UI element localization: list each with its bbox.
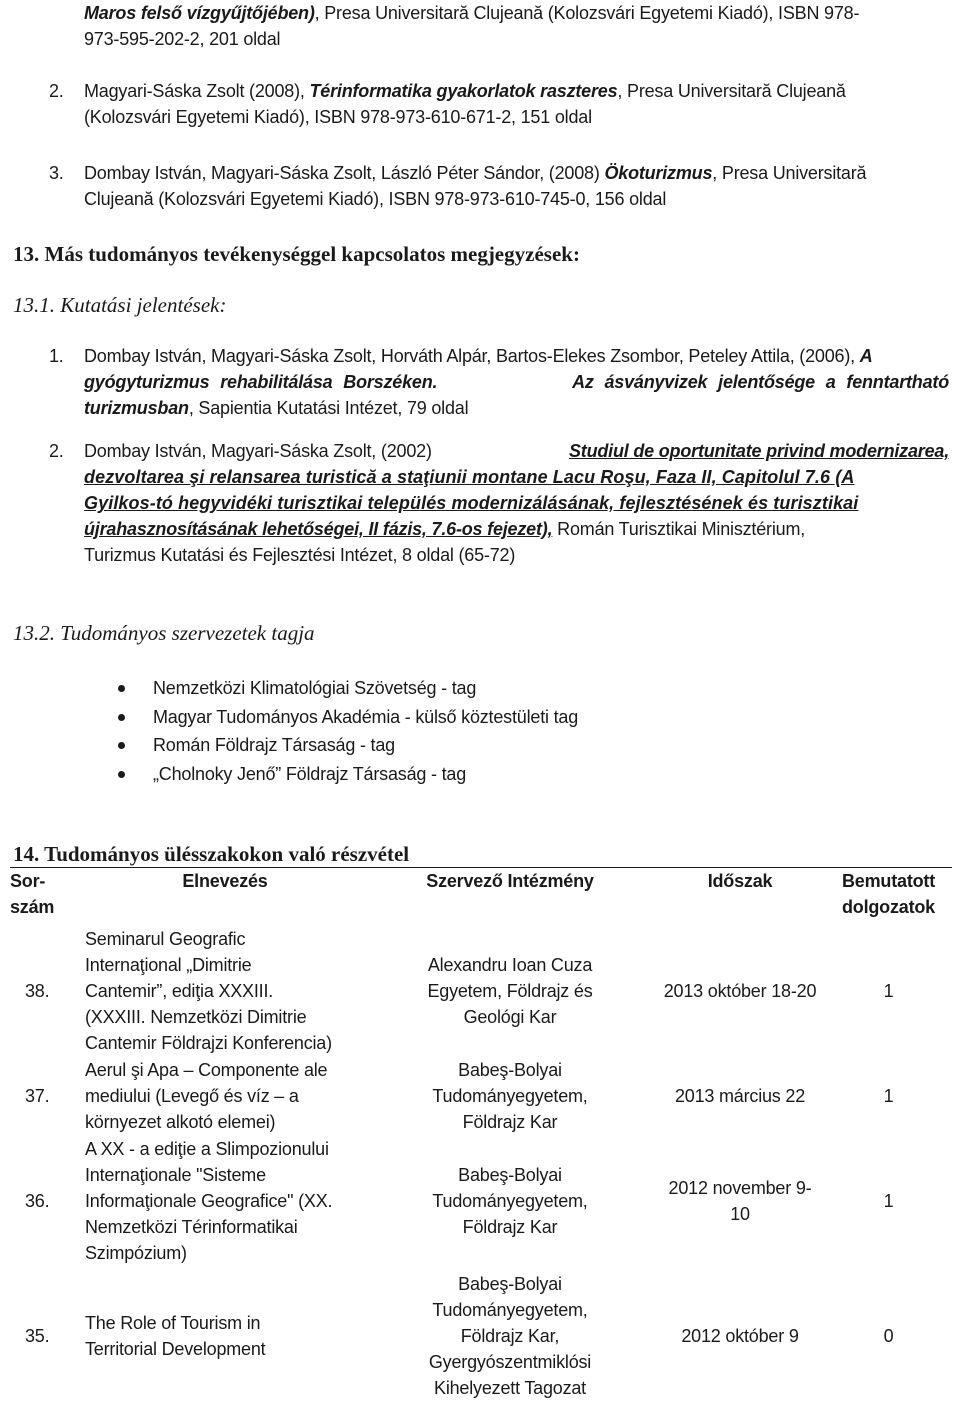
book-entry-2-line1 <box>84 78 949 104</box>
section-13-1-heading: 13.1. Kutatási jelentések: <box>13 293 227 317</box>
book-entry-2-line2: (Kolozsvári Egyetemi Kiadó), ISBN 978-973-610-671-2, 151 oldal <box>84 107 592 127</box>
report-entry-2-line5: Turizmus Kutatási és Fejlesztési Intézet, 8 oldal (65-72) <box>84 545 516 565</box>
book-entry-2 <box>49 78 949 130</box>
report-entry-1-number: 1. <box>49 346 64 366</box>
report-entry-2-line4 <box>84 516 949 542</box>
book-entry-3-title: Ökoturizmus <box>604 163 713 183</box>
column-header-name: Elnevezés <box>182 871 268 891</box>
row-organizer: Babeş-Bolyai Tudományegyetem, Földrajz Kar <box>432 1060 588 1132</box>
bullet-icon <box>118 771 125 778</box>
book-entry-1-title-tail: Maros felső vízgyűjtőjében) <box>84 3 315 23</box>
book-entry-3-line1 <box>84 160 949 186</box>
row-period: 2012 október 9 <box>681 1326 799 1346</box>
row-number: 35. <box>25 1326 50 1346</box>
report-entry-1-title: gyógyturizmus rehabilitálása Borszéken. <box>84 372 438 392</box>
row-period: 2013 március 22 <box>674 1086 806 1106</box>
book-entry-2-publisher: , Presa Universitară Clujeană <box>617 81 846 101</box>
row-number: 37. <box>25 1086 50 1106</box>
bullet-icon <box>118 714 125 721</box>
row-presented: 1 <box>883 1086 894 1106</box>
row-presented: 1 <box>883 980 894 1001</box>
table-row <box>10 1057 952 1135</box>
section-13-heading: 13. Más tudományos tevékenységgel kapcsolatos megjegyzések: <box>13 242 580 266</box>
book-entry-1-line1 <box>84 0 934 26</box>
membership-item-label: Nemzetközi Klimatológiai Szövetség - tag <box>153 678 477 698</box>
membership-item <box>118 761 578 790</box>
report-entry-2-line1 <box>84 438 949 464</box>
report-entry-2 <box>49 438 949 568</box>
table-header-row <box>10 868 952 924</box>
membership-item-label: Román Földrajz Társaság - tag <box>153 735 395 755</box>
column-header-presented: Bemutatott dolgozatok <box>842 871 935 917</box>
row-organizer: Alexandru Ioan Cuza Egyetem, Földrajz és Geológi Kar <box>427 954 593 1027</box>
book-entry-1-line2: 973-595-202-2, 201 oldal <box>84 29 281 49</box>
book-entry-3-number: 3. <box>49 163 64 183</box>
report-entry-1 <box>49 343 949 421</box>
report-entry-2-line2: dezvoltarea şi relansarea turistică a staţiunii montane Lacu Roşu, Faza II, Capitolul 7.6 (A <box>84 467 855 487</box>
column-header-organizer: Szervező Intézmény <box>426 871 594 891</box>
report-entry-2-authors: Dombay István, Magyari-Sáska Zsolt, (2002) <box>84 441 432 461</box>
membership-item-label: Magyar Tudományos Akadémia - külső köztestületi tag <box>153 706 579 727</box>
membership-item <box>118 704 578 733</box>
report-entry-1-subtitle: Az ásványvizek jelentősége a fenntartható <box>572 372 949 392</box>
row-name: The Role of Tourism in Territorial Development <box>85 1313 266 1359</box>
book-entry-2-authors: Magyari-Sáska Zsolt (2008), <box>84 81 310 101</box>
report-entry-2-line3: Gyilkos-tó hegyvidéki turisztikai település modernizálásának, fejlesztésének és turisztikai <box>84 493 859 513</box>
report-entry-1-authors: Dombay István, Magyari-Sáska Zsolt, Horváth Alpár, Bartos-Elekes Zsombor, Peteley Attila, (2006), <box>84 346 860 366</box>
table-row <box>10 924 952 1057</box>
row-presented: 1 <box>883 1191 894 1211</box>
section-14-heading: 14. Tudományos ülésszakokon való részvétel <box>13 842 410 866</box>
membership-item-label: „Cholnoky Jenő” Földrajz Társaság - tag <box>153 763 467 784</box>
report-entry-2-title-end: újrahasznosításának lehetőségei, II fázis, 7.6-os fejezet), <box>84 519 553 539</box>
book-entry-1-continuation <box>84 0 934 52</box>
book-entry-3-publisher: , Presa Universitară <box>712 163 867 183</box>
conference-table <box>10 868 952 1405</box>
report-entry-1-publisher: , Sapientia Kutatási Intézet, 79 oldal <box>188 398 469 418</box>
column-header-number: Sor- szám <box>10 871 55 917</box>
report-entry-1-line3 <box>84 395 949 421</box>
table-row <box>10 1267 952 1405</box>
book-entry-3-line2: Clujeană (Kolozsvári Egyetemi Kiadó), ISBN 978-973-610-745-0, 156 oldal <box>84 189 667 209</box>
report-entry-2-title-start: Studiul de oportunitate privind modernizarea, <box>568 441 949 461</box>
section-13-2-heading: 13.2. Tudományos szervezetek tagja <box>13 621 315 645</box>
book-entry-3-authors: Dombay István, Magyari-Sáska Zsolt, László Péter Sándor, (2008) <box>84 163 605 183</box>
row-name: Aerul şi Apa – Componente ale mediului (Levegő és víz – a környezet alkotó elemei) <box>85 1060 328 1132</box>
report-entry-2-number: 2. <box>49 441 64 461</box>
row-period: 2012 november 9- 10 <box>668 1178 812 1224</box>
report-entry-1-subtitle-end: turizmusban <box>84 398 189 418</box>
book-entry-3 <box>49 160 949 212</box>
membership-item <box>118 732 578 761</box>
book-entry-2-title: Térinformatika gyakorlatok raszteres <box>309 81 618 101</box>
table-row <box>10 1135 952 1267</box>
report-entry-1-line2 <box>84 369 949 395</box>
row-presented: 0 <box>883 1326 894 1346</box>
bullet-icon <box>118 685 125 692</box>
row-number: 38. <box>25 980 50 1001</box>
report-entry-2-publisher: Román Turisztikai Minisztérium, <box>552 519 806 539</box>
row-period: 2013 október 18-20 <box>663 980 817 1001</box>
membership-item <box>118 675 578 704</box>
row-name: Seminarul Geografic Internaţional „Dimitrie Cantemir”, ediţia XXXIII. (XXXIII. Nemzetközi Dimitrie Cantemir Földrajzi Konferencia) <box>85 928 332 1053</box>
row-number: 36. <box>25 1191 50 1211</box>
row-name: A XX - a ediţie a Slimpozionului Internaţionale "Sisteme Informaţionale Geografice" (XX. Nemzetközi Térinformatikai Szimpózium) <box>85 1139 333 1263</box>
column-header-period: Időszak <box>707 871 773 891</box>
row-organizer: Babeş-Bolyai Tudományegyetem, Földrajz Kar <box>432 1165 588 1237</box>
report-entry-1-line1 <box>84 343 949 369</box>
book-entry-2-number: 2. <box>49 81 64 101</box>
row-organizer: Babeş-Bolyai Tudományegyetem, Földrajz Kar, Gyergyószentmiklósi Kihelyezett Tagozat <box>428 1274 592 1398</box>
book-entry-1-publisher: , Presa Universitară Clujeană (Kolozsvári Egyetemi Kiadó), ISBN 978- <box>314 3 860 23</box>
report-entry-1-title-start: A <box>859 346 873 366</box>
membership-list <box>118 675 578 789</box>
bullet-icon <box>118 742 125 749</box>
